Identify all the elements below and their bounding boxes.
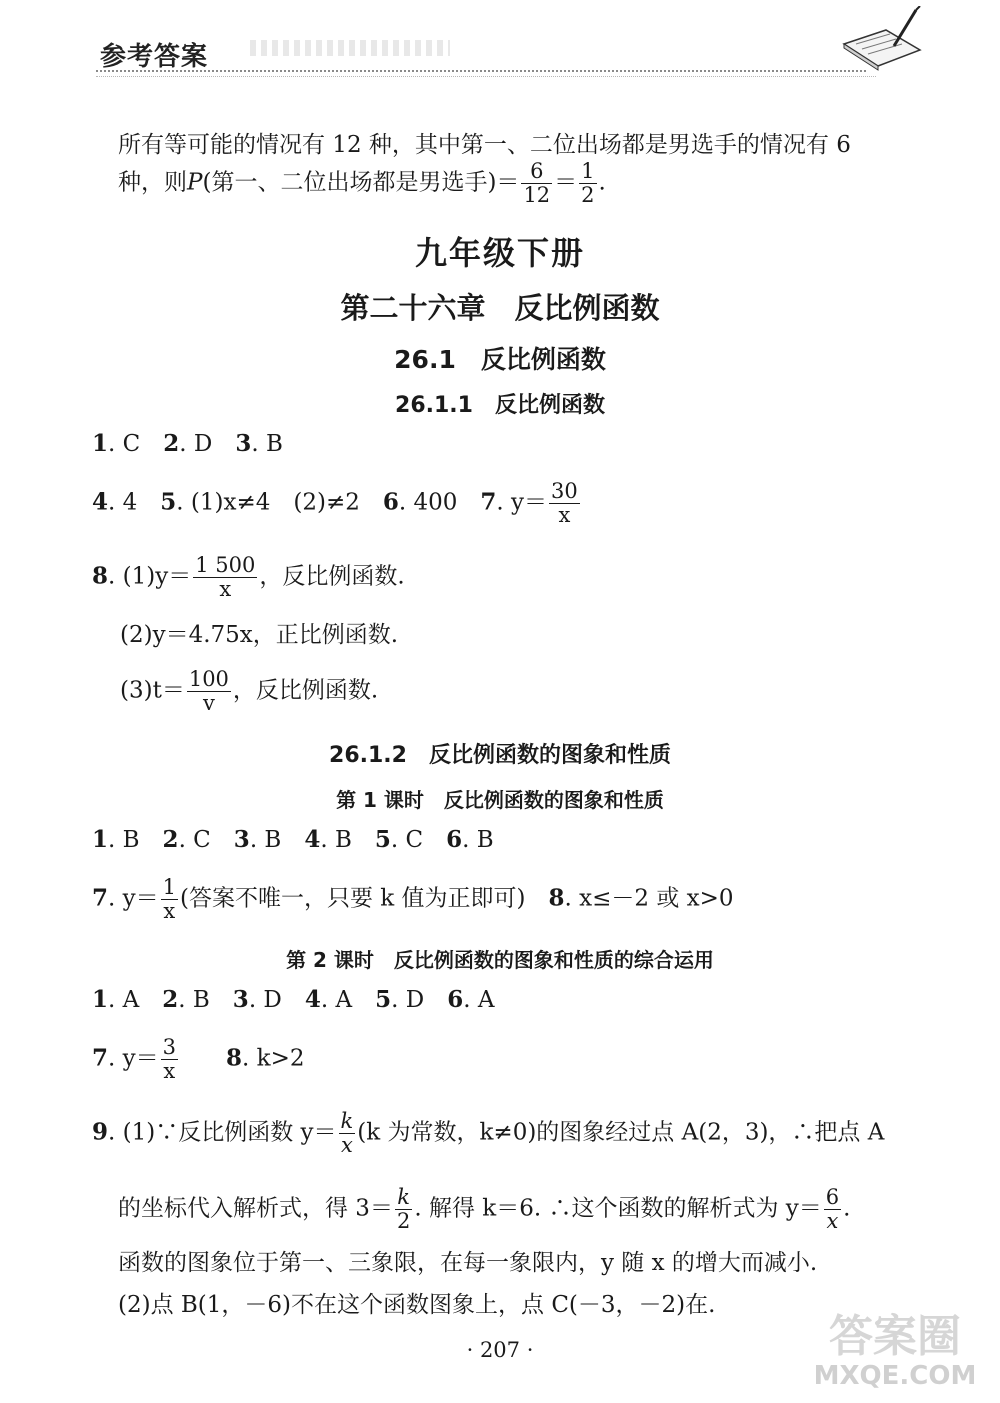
answer-8-part-1: 8. (1)y＝ $\frac{1 500}{x}$ ，反比例函数. — [92, 553, 405, 602]
book-title: 九年级下册 — [414, 234, 585, 272]
fraction: $\frac{100}{v}$ — [188, 667, 229, 716]
page-number: · 207 · — [466, 1338, 534, 1362]
fraction: $\frac{1 500}{x}$ — [195, 553, 256, 602]
fraction: $\frac{1}{x}$ — [162, 875, 177, 924]
prev-answer-line-1: 所有等可能的情况有 12 种，其中第一、二位出场都是男选手的情况有 6 — [118, 132, 851, 158]
answers-row-2: 4. 4 5. (1)x≠4 (2)≠2 6. 400 7. y＝ $\frac{30}{x}$ — [92, 479, 578, 528]
fraction: $\frac{k}{x}$ — [340, 1109, 354, 1158]
watermark-logo: 答案圈 MXQE.COM — [813, 1311, 977, 1391]
fraction: $\frac{k}{2}$ — [396, 1185, 411, 1234]
prev-answer-line-2: 种，则P(第一、二位出场都是男选手)＝ $\frac{6}{12}$ ＝ $\frac{1}{2}$ . — [118, 159, 606, 208]
fraction: $\frac{1}{2}$ — [581, 159, 595, 208]
lesson1-answers-row-2: 7. y＝ $\frac{1}{x}$ (答案不唯一，只要 k 值为正即可) 8. x≤－2 或 x>0 — [92, 875, 734, 924]
answer-9-line-3: 函数的图象位于第一、三象限，在每一象限内，y 随 x 的增大而减小. — [118, 1250, 818, 1276]
answer-8-part-2: (2)y＝4.75x，正比例函数. — [120, 622, 399, 648]
lesson1-answers-row-1: 1. B 2. C 3. B 4. B 5. C 6. B — [92, 826, 494, 853]
fraction: $\frac{6}{x}$ — [825, 1185, 840, 1234]
subsection-title-1: 26.1.1 反比例函数 — [395, 393, 605, 418]
answer-9-line-2: 的坐标代入解析式，得 3＝ $\frac{k}{2}$ . 解得 k＝6. ∴这个函数的解析式为 y＝ $\frac{6}{x}$ . — [118, 1185, 851, 1234]
answer-9-line-4: (2)点 B(1，－6)不在这个函数图象上，点 C(－3，－2)在. — [118, 1292, 716, 1318]
answer-8-part-3: (3)t＝ $\frac{100}{v}$ ，反比例函数. — [120, 667, 379, 716]
notebook-pen-icon — [838, 6, 928, 72]
answer-9-line-1: 9. (1)∵反比例函数 y＝ $\frac{k}{x}$ (k 为常数，k≠0)的图象经过点 A(2，3)，∴把点 A — [92, 1109, 885, 1158]
fraction: $\frac{30}{x}$ — [551, 479, 578, 528]
answers-row-1: 1. C 2. D 3. B — [92, 430, 283, 457]
lesson2-answers-row-2: 7. y＝ $\frac{3}{x}$ 8. k>2 — [92, 1035, 305, 1084]
chapter-title: 第二十六章 反比例函数 — [340, 291, 660, 325]
subsection-title-2: 26.1.2 反比例函数的图象和性质 — [329, 743, 671, 768]
fraction: $\frac{3}{x}$ — [162, 1035, 177, 1084]
lesson-title-1: 第 1 课时 反比例函数的图象和性质 — [336, 788, 664, 812]
lesson-title-2: 第 2 课时 反比例函数的图象和性质的综合运用 — [286, 948, 714, 972]
header-rule — [96, 70, 866, 72]
header-rule-secondary — [96, 76, 876, 77]
lesson2-answers-row-1: 1. A 2. B 3. D 4. A 5. D 6. A — [92, 986, 495, 1013]
header-decoration — [250, 40, 450, 56]
section-title: 26.1 反比例函数 — [394, 345, 606, 374]
fraction: $\frac{6}{12}$ — [523, 159, 551, 208]
running-header-title: 参考答案 — [100, 42, 209, 72]
